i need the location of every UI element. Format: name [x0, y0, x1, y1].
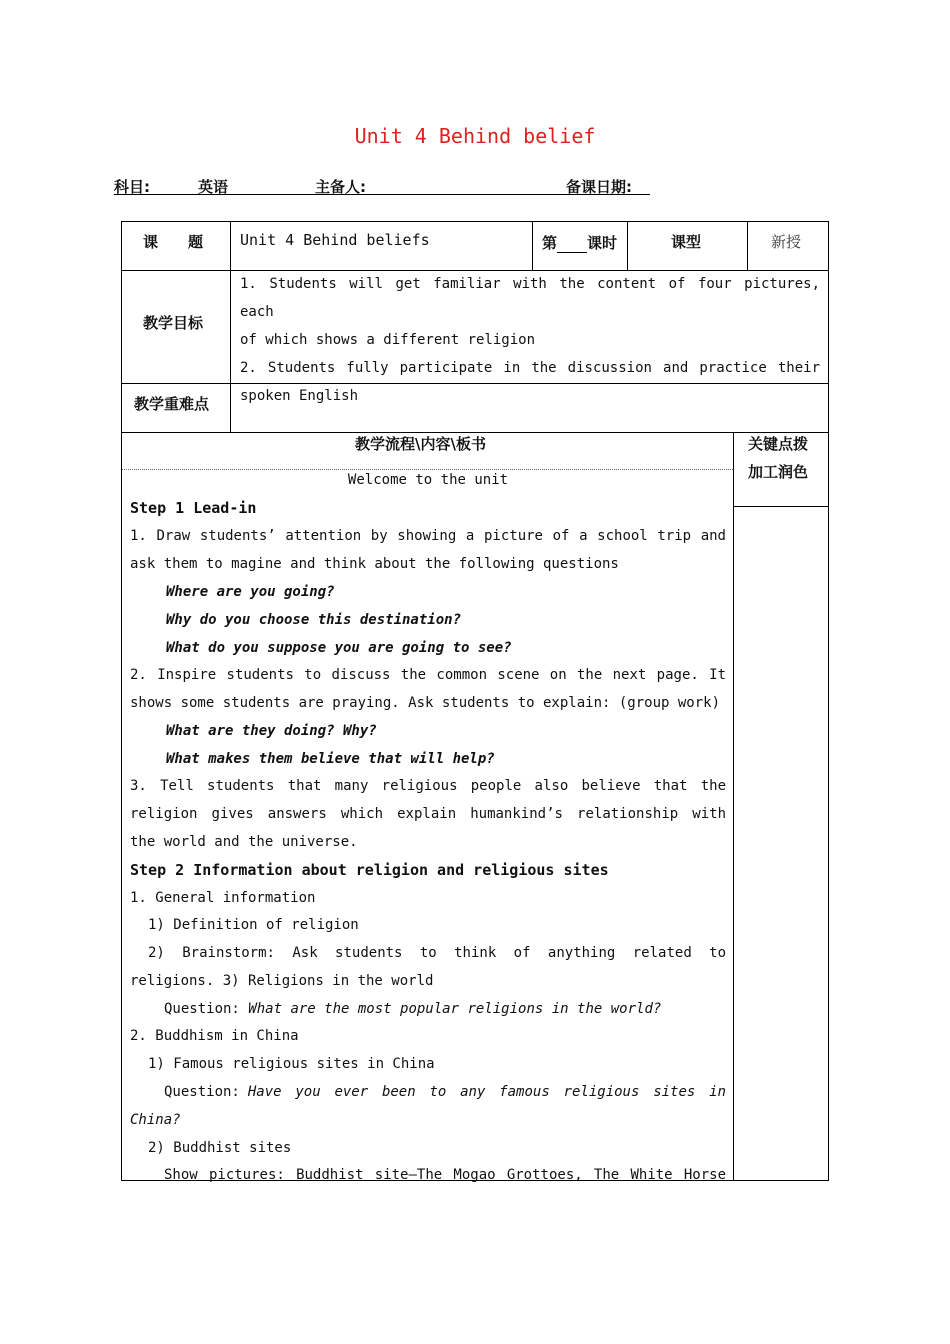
question-2: Why do you choose this destination?	[166, 612, 462, 628]
table-col-divider	[532, 221, 533, 271]
famous-sites-item: 1) Famous religious sites in China	[148, 1056, 435, 1072]
period-prefix: 第	[542, 234, 558, 252]
brainstorm-item	[148, 943, 726, 963]
subject-label: 科目:	[114, 178, 150, 196]
p2-line: 2. Inspire students to discuss the common scene on the next page. It	[130, 667, 726, 683]
process-header: 教学流程\内容\板书	[355, 435, 486, 453]
table-col-divider	[733, 432, 734, 1181]
question-5: What makes them believe that will help?	[166, 751, 495, 767]
preparer-label: 主备人:	[315, 178, 366, 196]
buddhism-heading: 2. Buddhism in China	[130, 1028, 299, 1044]
question-7	[164, 1082, 726, 1102]
brainstorm-line: religions. 3) Religions in the world	[130, 973, 434, 989]
objectives-label: 教学目标	[143, 314, 204, 332]
definition-item: 1) Definition of religion	[148, 917, 359, 933]
question-6	[164, 999, 661, 1019]
p3-line: religion gives answers which explain humankind’s relationship with	[130, 806, 726, 822]
side-header-2: 加工润色	[748, 463, 809, 481]
question-text: What are the most popular religions in the world?	[248, 1001, 662, 1017]
question-3: What do you suppose you are going to see?	[166, 640, 512, 656]
question-text: Have you ever been to any famous religious sites in	[247, 1084, 726, 1100]
step1-heading: Step 1 Lead-in	[130, 499, 257, 517]
key-points-label: 教学重难点	[134, 395, 210, 413]
question-1: Where are you going?	[166, 584, 335, 600]
topic-value: Unit 4 Behind beliefs	[240, 231, 430, 249]
type-label: 课型	[671, 233, 702, 251]
table-border-top	[121, 221, 829, 222]
period-blank	[557, 238, 587, 253]
p2-line: shows some students are praying. Ask students to explain: (group work)	[130, 695, 721, 711]
table-rule	[733, 506, 829, 507]
table-col-divider	[230, 221, 231, 433]
buddhist-sites-item: 2) Buddhist sites	[148, 1140, 292, 1156]
question-label: Question:	[164, 1084, 240, 1100]
period-suffix: 课时	[587, 234, 618, 252]
document-title: Unit 4 Behind belief	[354, 124, 596, 148]
question-7-cont: China?	[130, 1112, 181, 1128]
table-border-left	[121, 221, 122, 1181]
objective-line: 1. Students will get familiar with the content of four pictures, each	[240, 276, 820, 320]
period-field	[542, 232, 617, 253]
general-info: 1. General information	[130, 890, 316, 906]
p3-line: 3. Tell students that many religious people also believe that the	[130, 778, 726, 794]
p3-line: the world and the universe.	[130, 834, 358, 850]
brainstorm-line: 2) Brainstorm: Ask students to think of anything related to	[148, 945, 726, 961]
unit-subtitle: Welcome to the unit	[347, 472, 509, 488]
meta-line	[114, 174, 650, 195]
step2-heading: Step 2 Information about religion and religious sites	[130, 861, 609, 879]
type-value: 新授	[771, 233, 802, 251]
objective-line: of which shows a different religion	[240, 332, 536, 348]
show-pictures-line	[164, 1165, 726, 1185]
date-label: 备课日期:	[566, 178, 632, 196]
table-col-divider	[747, 221, 748, 271]
question-4: What are they doing? Why?	[166, 723, 377, 739]
p1-line: 1. Draw students’ attention by showing a picture of a school trip and	[130, 528, 726, 544]
subject-value: 英语	[198, 178, 229, 196]
objective-line: 2. Students fully participate in the discussion and practice their	[240, 360, 820, 376]
table-col-divider	[627, 221, 628, 271]
side-header-1: 关键点拨	[748, 435, 809, 453]
topic-label: 课 题	[143, 233, 204, 251]
show-pictures-text: Show pictures: Buddhist site—The Mogao Grottoes, The White Horse	[164, 1167, 726, 1183]
objectives-text	[240, 270, 820, 410]
question-label: Question:	[164, 1001, 249, 1017]
table-border-right	[828, 221, 829, 1181]
objective-line: spoken English	[240, 388, 359, 404]
p1-line: ask them to magine and think about the following questions	[130, 556, 619, 572]
